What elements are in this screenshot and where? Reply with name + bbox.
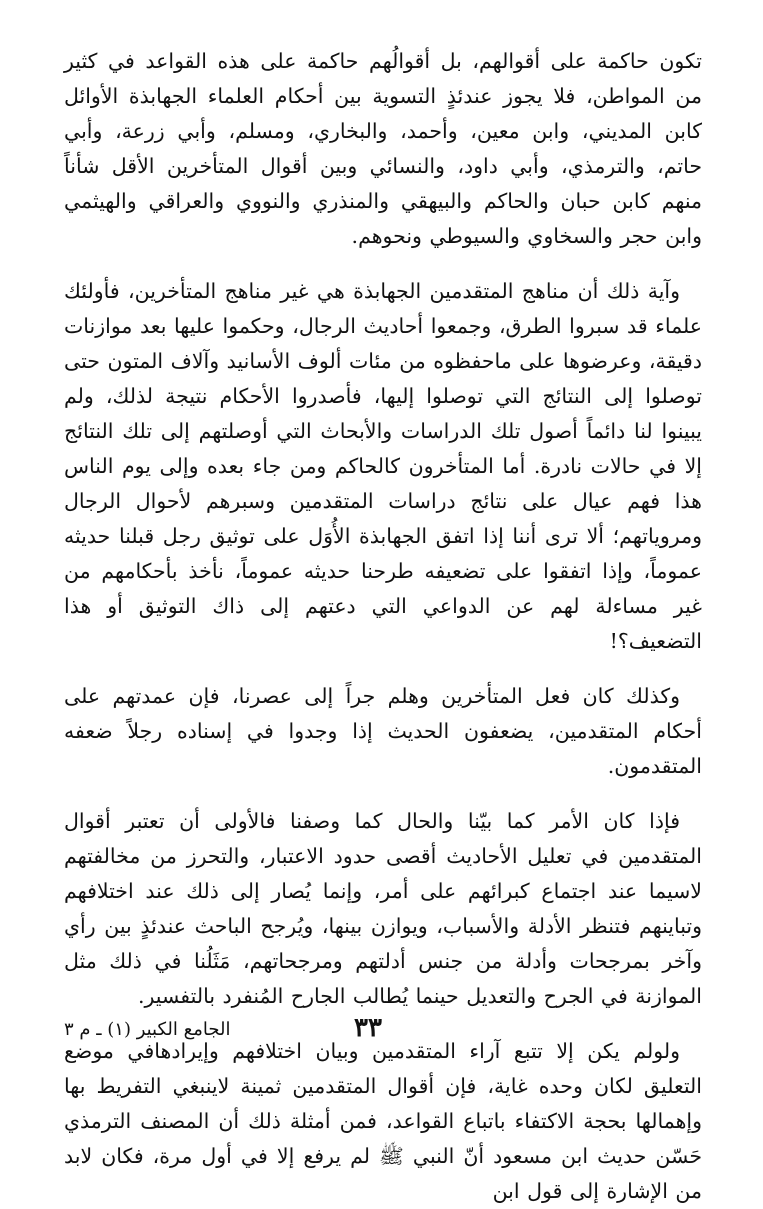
page-footer <box>64 1013 702 1053</box>
page-body <box>64 44 702 1203</box>
paragraph-4: فإذا كان الأمر كما بيّنا والحال كما وصفنا فالأولى أن تعتبر أقوال المتقدمين في تعليل الأحاديث أقصى حدود الاعتبار، والتحرز من مخالفتهم لاسيما عند اجتماع كبرائهم على أمر، وإنما يُصار إلى ذلك عند اختلافهم وتباينهم فتنظر الأدلة والأسباب، ويوازن بينها، ويُرجح الباحث عندئذٍ بين رأي وآخر بمرجحات وأدلة من جنس أدلتهم ومرجحاتهم، مَثَلُنا في ذلك مثل الموازنة في الجرح والتعديل حينما يُطالب الجارح المُنفرد بالتفسير. <box>64 809 702 1008</box>
paragraph-2: وآية ذلك أن مناهج المتقدمين الجهابذة هي غير مناهج المتأخرين، فأولئك علماء قد سبروا الطرق، وجمعوا أحاديث الرجال، وحكموا عليها بعد موازنات دقيقة، وعرضوها على ماحفظوه من مئات ألوف الأسانيد وآلاف المتون حتى توصلوا إلى النتائج التي توصلوا إليها، فأصدروا الأحكام نتيجة لذلك، ولم يبينوا لنا دائماً أصول تلك الدراسات والأبحاث التي أوصلتهم إلى تلك النتائج إلا في حالات نادرة. أما المتأخرون كالحاكم ومن جاء بعده وإلى يوم الناس هذا فهم عيال على نتائج دراسات المتقدمين وسبرهم لأحوال الرجال ومروياتهم؛ ألا ترى أننا إذا اتفق الجهابذة الأُوَل على توثيق رجل قبلنا حديثه عموماً، وإذا اتفقوا على تضعيفه طرحنا حديثه عموماً، نأخذ بأحكامهم من غير مساءلة لهم عن الدواعي التي دعتهم إلى ذاك التوثيق أو هذا التضعيف؟! <box>64 279 702 653</box>
paragraph-5: ولولم يكن إلا تتبع آراء المتقدمين وبيان اختلافهم وإيرادهافي موضع التعليق لكان وحده غاية، فإن أقوال المتقدمين ثمينة لاينبغي التفريط بها وإهمالها بحجة الاكتفاء باتباع القواعد، فمن أمثلة ذلك أن المصنف الترمذي حَسّن حديث ابن مسعود أنّ النبي ﷺ لم يرفع إلا في أول مرة، فكان لابد من الإشارة إلى قول ابن <box>64 1039 702 1203</box>
paragraph-1: تكون حاكمة على أقوالهم، بل أقوالُهم حاكمة على هذه القواعد في كثير من المواطن، فلا يجوز عندئذٍ التسوية بين أحكام العلماء الجهابذة الأوائل كابن المديني، وابن معين، وأحمد، والبخاري، ومسلم، وأبي زرعة، وأبي حاتم، والترمذي، وأبي داود، والنسائي وبين أقوال المتأخرين الأقل شأناً منهم كابن حبان والحاكم والبيهقي والمنذري والنووي والعراقي والهيثمي وابن حجر والسخاوي والسيوطي ونحوهم. <box>64 49 702 248</box>
paragraph-3: وكذلك كان فعل المتأخرين وهلم جراً إلى عصرنا، فإن عمدتهم على أحكام المتقدمين، يضعفون الحديث إذا وجدوا في إسناده رجلاً ضعفه المتقدمون. <box>64 684 702 778</box>
running-title: الجامع الكبير (١) ـ م ٣ <box>64 1019 231 1040</box>
page-number: ٣٣ <box>354 1013 382 1043</box>
